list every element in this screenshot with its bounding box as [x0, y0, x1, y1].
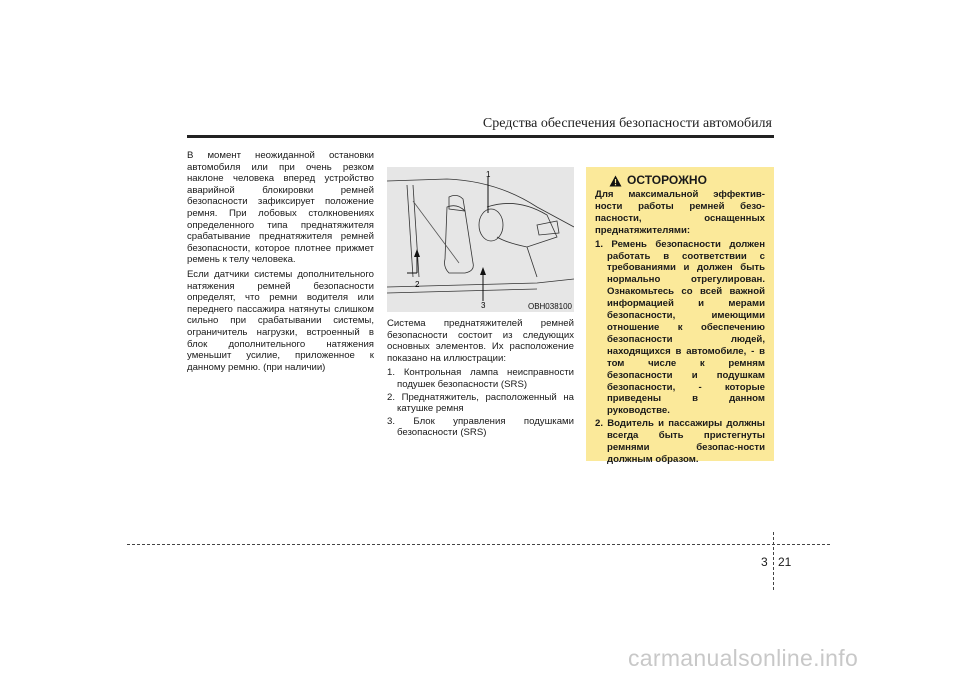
- paragraph: Если датчики системы дополнительного натяжения ремней безопасности определят, что ремни водителя или переднего пассажира натянуты слишком сильно при срабатывании системы, ограничитель нагрузки, встроенный в блок дополнительного натяжения уменьшит усилие, приложенное к данному ремню. (при наличии): [187, 268, 374, 373]
- list-item: 2. Преднатяжитель, расположенный на катушке ремня: [387, 391, 574, 415]
- warning-triangle-icon: [609, 175, 622, 187]
- list-item: 1. Контрольная лампа неисправности подушек безопасности (SRS): [387, 367, 574, 390]
- column-left: [187, 150, 374, 376]
- watermark: carmanualsonline.info: [628, 645, 859, 671]
- callout-label: 2: [415, 280, 420, 289]
- warning-header: [609, 175, 765, 187]
- page-number: 21: [778, 555, 792, 569]
- chapter-number: 3: [761, 555, 768, 569]
- b-pillar: [407, 185, 413, 277]
- warning-intro: Для максимальной эффектив-ности работы ремней безо-пасности, оснащенных преднатяжителями:: [595, 189, 765, 236]
- figure-code: OBH038100: [527, 302, 572, 311]
- list-item: 1. Ремень безопасности должен работать в соответствии с требованиями и должен быть нормально отрегулирован. Ознакомьтесь со всей важной информацией и мерами безопасности, имеющими отношение к обеспечению безопасности людей, находящихся в автомобиле, - в том числе к ремням безопасности и подушкам безопасности, - которые приведены в данном руководстве.: [595, 238, 765, 417]
- header-rule: [187, 135, 774, 138]
- paragraph: Система преднатяжителей ремней безопасности состоит из следующих основных элементов. Их расположение показано на иллюстрации:: [387, 318, 574, 364]
- callout-arrow: [414, 249, 420, 257]
- callout-arrow: [480, 267, 486, 275]
- list-item: 2. Водитель и пассажиры должны всегда быть пристегнуты ремнями безопас-ности должным образом.: [595, 418, 765, 465]
- seatbelt-pretensioner-illustration: [387, 167, 574, 312]
- column-middle: [387, 318, 574, 440]
- warning-title: ОСТОРОЖНО: [627, 173, 707, 188]
- section-title: Средства обеспечения безопасности автомобиля: [482, 116, 772, 131]
- warning-list: [595, 239, 765, 466]
- warning-box: [586, 167, 774, 465]
- callout-label: 3: [481, 301, 486, 310]
- callout-label: 1: [486, 170, 491, 179]
- steering-wheel: [479, 209, 503, 241]
- list-item: 3. Блок управления подушками безопасности (SRS): [387, 415, 574, 439]
- footer-rule: [127, 544, 830, 545]
- component-list: [387, 367, 574, 439]
- paragraph: В момент неожиданной остановки автомобиля или при очень резком наклоне человека вперед устройство аварийной блокировки ремней безопасности зафиксирует положение ремня. При лобовых столкновениях определенного типа преднатяжителя срабатывание преднатяжителя ремней безопасности, которое плотнее прижмет ремень к телу человека.: [187, 150, 374, 266]
- footer-divider: [773, 532, 774, 590]
- car-interior-drawing: [387, 167, 574, 312]
